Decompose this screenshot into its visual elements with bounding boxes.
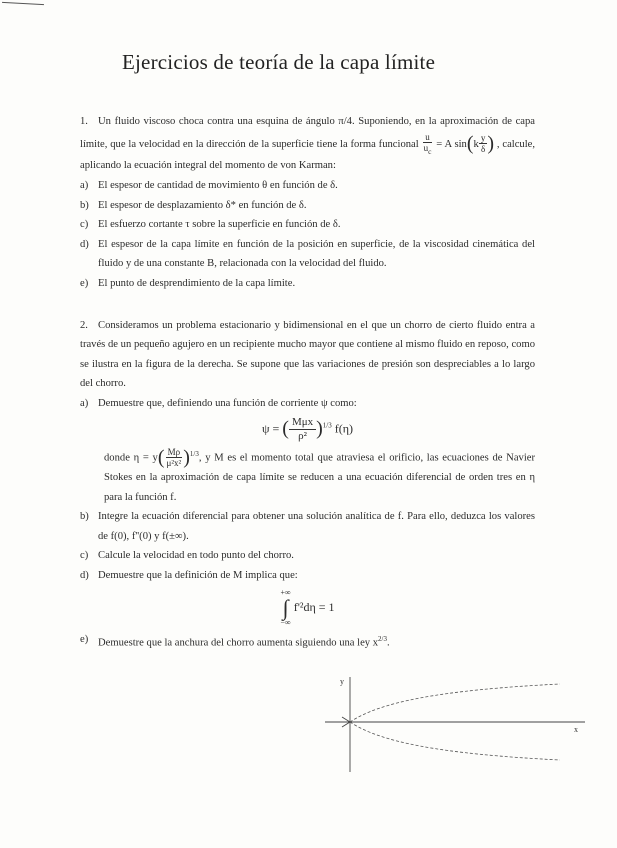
jet-lower-boundary — [350, 722, 560, 760]
problem-1-intro: 1. Un fluido viscoso choca contra una esquina de ángulo π/4. Suponiendo, en la aproximación de capa límite, que la velocidad en la dirección de la superficie tiene la forma funcional $\frac{u}{u_c}$ = A sin(k $\frac{y}{\delta}$ ) , calcule, aplicando la ecuación integral del momento de von Karman: — [80, 112, 535, 176]
problem-1-item-a: a) El espesor de cantidad de movimiento θ en función de δ. — [80, 179, 338, 191]
problem-2-item-a: a) Demuestre que, definiendo una función de corriente ψ como: — [80, 397, 357, 409]
x-axis-label: x — [574, 725, 578, 734]
problem-2-item-c: c) Calcule la velocidad en todo punto del chorro. — [80, 550, 294, 562]
problem-1-items — [80, 176, 535, 294]
problem-2-item-e: e) Demuestre que la anchura del chorro aumenta siguiendo una ley $x^{2/3}$. — [80, 633, 390, 649]
problem-2-item-d: d) Demuestre que la definición de M implica que: — [80, 570, 298, 582]
eta-definition: donde η = y( $\frac{M\rho}{\text{μ²x²}}$ )$^{1/3}$, y M es el momento total que atraviesa el orificio, las ecuaciones de Navier Stokes en la aproximación de capa límite se reducen a una ecuación diferencial de orden tres en η para la función f. — [104, 445, 535, 503]
problem-2-items — [80, 507, 535, 585]
jet-figure — [320, 672, 590, 782]
page-title: Ejercicios de teoría de la capa límite — [122, 50, 436, 75]
jet-upper-boundary — [350, 684, 560, 722]
scan-mark — [2, 2, 44, 5]
problem-1-item-e: e) El punto de desprendimiento de la capa límite. — [80, 277, 296, 289]
problem-1-item-b: b) El espesor de desplazamiento δ* en función de δ. — [80, 199, 307, 211]
problem-2-number: 2. — [80, 319, 88, 331]
problem-2-intro: 2. Consideramos un problema estacionario y bidimensional en el que un chorro de cierto fluido entra a través de un pequeño agujero en un recipiente mucho mayor que contiene al mismo fluido en reposo, como se ilustra en la figura de la derecha. Se supone que las variaciones de presión son despreciables a lo largo del chorro. — [80, 316, 535, 394]
sine-formula: = A sin — [436, 138, 467, 150]
y-axis-label: y — [340, 677, 344, 686]
problem-1-number: 1. — [80, 116, 88, 127]
velocity-ratio: $\frac{u}{u_c}$ — [423, 131, 432, 156]
integral-equation: +∞ ∫ −∞ f'²dη = 1 — [280, 587, 335, 627]
psi-equation: ψ = ( $\frac{\text{Mμx}}{\text{ρ²}}$ )$^{1/3}$ f(η) — [261, 415, 354, 442]
problem-1-item-c: c) El esfuerzo cortante τ sobre la superficie en función de δ. — [80, 219, 341, 231]
problem-2-item-b: b) Integre la ecuación diferencial para obtener una solución analítica de f. Para ello, deduzca los valores de f(0), f''(0) y f(±∞). — [80, 511, 535, 542]
problem-1-item-d: d) El espesor de la capa límite en función de la posición en superficie, de la viscosidad cinemática del fluido y de una constante B, relacionada con la velocidad del fluido. — [80, 238, 535, 270]
exercise-sheet — [80, 112, 535, 653]
